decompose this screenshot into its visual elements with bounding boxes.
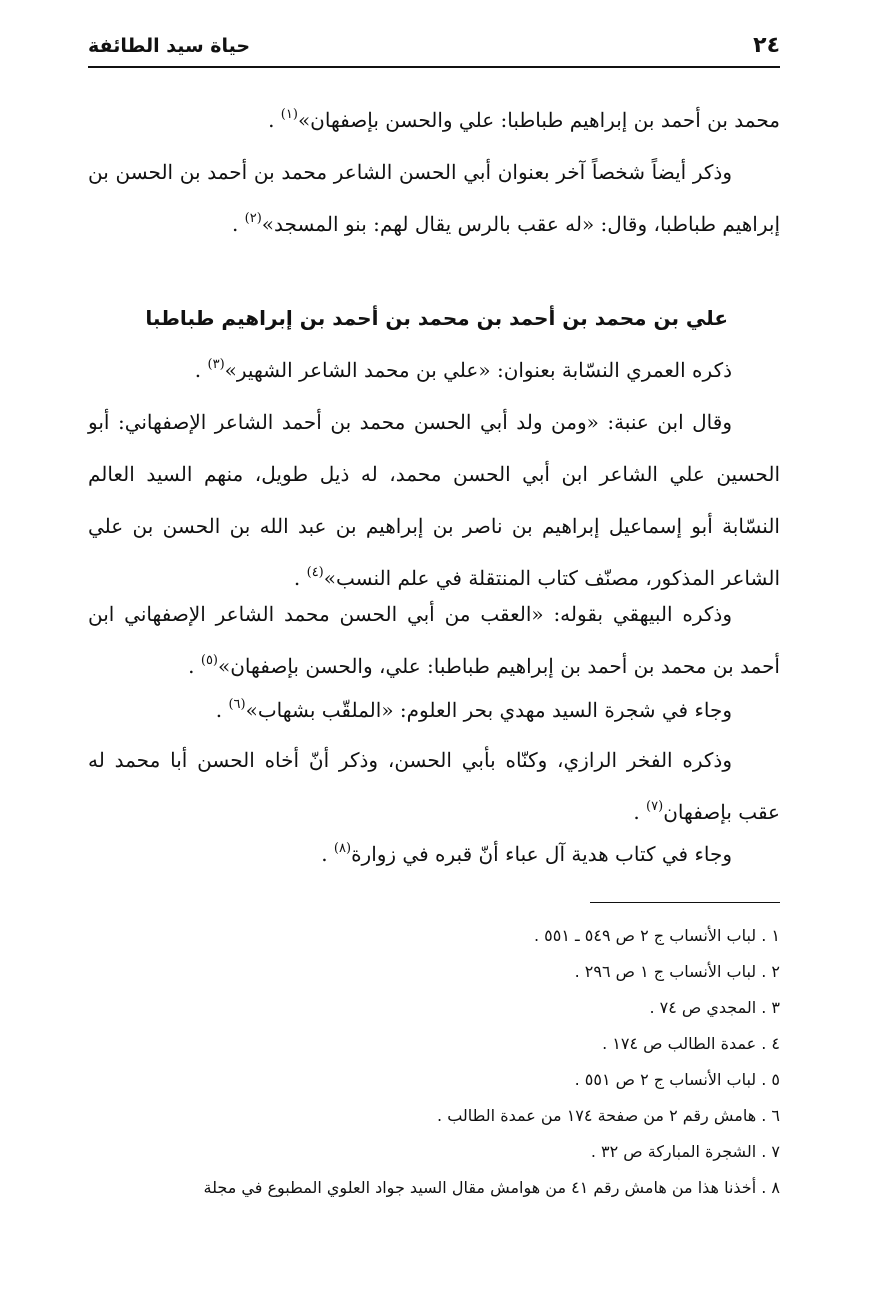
section-title: علي بن محمد بن أحمد بن محمد بن أحمد بن إبراهيم طباطبا [145, 306, 728, 330]
footnote-item: ٣ . المجدي ص ٧٤ . [649, 998, 780, 1017]
paragraph-tail: . [194, 358, 208, 382]
paragraph-8 [88, 828, 780, 880]
paragraph-tail: . [321, 842, 334, 866]
paragraph-5 [88, 588, 780, 692]
footnote-item: ٧ . الشجرة المباركة ص ٣٢ . [590, 1142, 780, 1161]
paragraph-2 [88, 146, 780, 250]
footnote-ref[interactable]: (٥) [200, 653, 218, 668]
footnote-ref[interactable]: (٧) [646, 799, 664, 814]
footnote-item: ١ . لباب الأنساب ج ٢ ص ٥٤٩ ـ ٥٥١ . [533, 926, 780, 945]
paragraph-tail: . [268, 108, 281, 132]
footnote-item: ٤ . عمدة الطالب ص ١٧٤ . [602, 1034, 780, 1053]
paragraph-7 [88, 734, 780, 838]
paragraph-tail: . [633, 800, 647, 824]
footnote-item: ٢ . لباب الأنساب ج ١ ص ٢٩٦ . [574, 962, 780, 981]
footnote-item: ٦ . هامش رقم ٢ من صفحة ١٧٤ من عمدة الطالب . [437, 1106, 780, 1125]
paragraph-text: وذكره الفخر الرازي، وكنّاه بأبي الحسن، وذكر أنّ أخاه الحسن أبا محمد له عقب بإصفهان [88, 748, 780, 824]
paragraph-text: وجاء في شجرة السيد مهدي بحر العلوم: «الملقّب بشهاب» [245, 698, 732, 722]
paragraph-6 [88, 684, 780, 736]
paragraph-text: محمد بن أحمد بن إبراهيم طباطبا: علي والحسن بإصفهان» [297, 108, 780, 132]
footnote-item: ٨ . أخذنا هذا من هامش رقم ٤١ من هوامش مقال السيد جواد العلوي المطبوع في مجلة [203, 1178, 780, 1197]
paragraph-text: وذكره البيهقي بقوله: «العقب من أبي الحسن محمد الشاعر الإصفهاني ابن أحمد بن محمد بن أحمد بن إبراهيم طباطبا: علي، والحسن بإصفهان» [88, 602, 780, 678]
paragraph-4 [88, 396, 780, 604]
paragraph-3 [88, 344, 780, 396]
paragraph-tail: . [231, 212, 245, 236]
footnote-item: ٥ . لباب الأنساب ج ٢ ص ٥٥١ . [574, 1070, 780, 1089]
footnotes [88, 918, 780, 1206]
paragraph-tail: . [188, 654, 201, 678]
paragraph-text: وقال ابن عنبة: «ومن ولد أبي الحسن محمد بن أحمد الشاعر الإصفهاني: أبو الحسين علي الشاعر ابن أبي الحسن محمد، له ذيل طويل، منهم السيد العالم النسّابة أبو إسماعيل إبراهيم بن ناصر بن إبراهيم بن عبد الله بن الحسن بن علي الشاعر المذكور، مصنّف كتاب المنتقلة في علم النسب» [88, 410, 780, 590]
paragraph-1 [88, 94, 780, 146]
paragraph-text: وذكر أيضاً شخصاً آخر بعنوان أبي الحسن الشاعر محمد بن أحمد بن الحسن بن إبراهيم طباطبا، وقال: «له عقب بالرس يقال لهم: بنو المسجد» [88, 160, 780, 236]
paragraph-text: وجاء في كتاب هدية آل عباء أنّ قبره في زوارة [351, 842, 732, 866]
page-number: ٢٤ [753, 33, 780, 58]
footnote-ref[interactable]: (٤) [306, 565, 324, 580]
footnote-separator [590, 902, 780, 903]
footnote-ref[interactable]: (٢) [244, 211, 262, 226]
footnote-ref[interactable]: (٦) [228, 697, 246, 712]
paragraph-tail: . [293, 566, 307, 590]
footnote-ref[interactable]: (٨) [333, 841, 352, 856]
book-page [88, 0, 780, 1303]
running-title: حياة سيد الطائفة [88, 35, 251, 57]
paragraph-text: ذكره العمري النسّابة بعنوان: «علي بن محمد الشاعر الشهير» [224, 358, 732, 382]
paragraph-tail: . [215, 698, 229, 722]
footnote-ref[interactable]: (١) [280, 107, 298, 122]
footnote-ref[interactable]: (٣) [207, 357, 225, 372]
page-header [88, 30, 780, 68]
